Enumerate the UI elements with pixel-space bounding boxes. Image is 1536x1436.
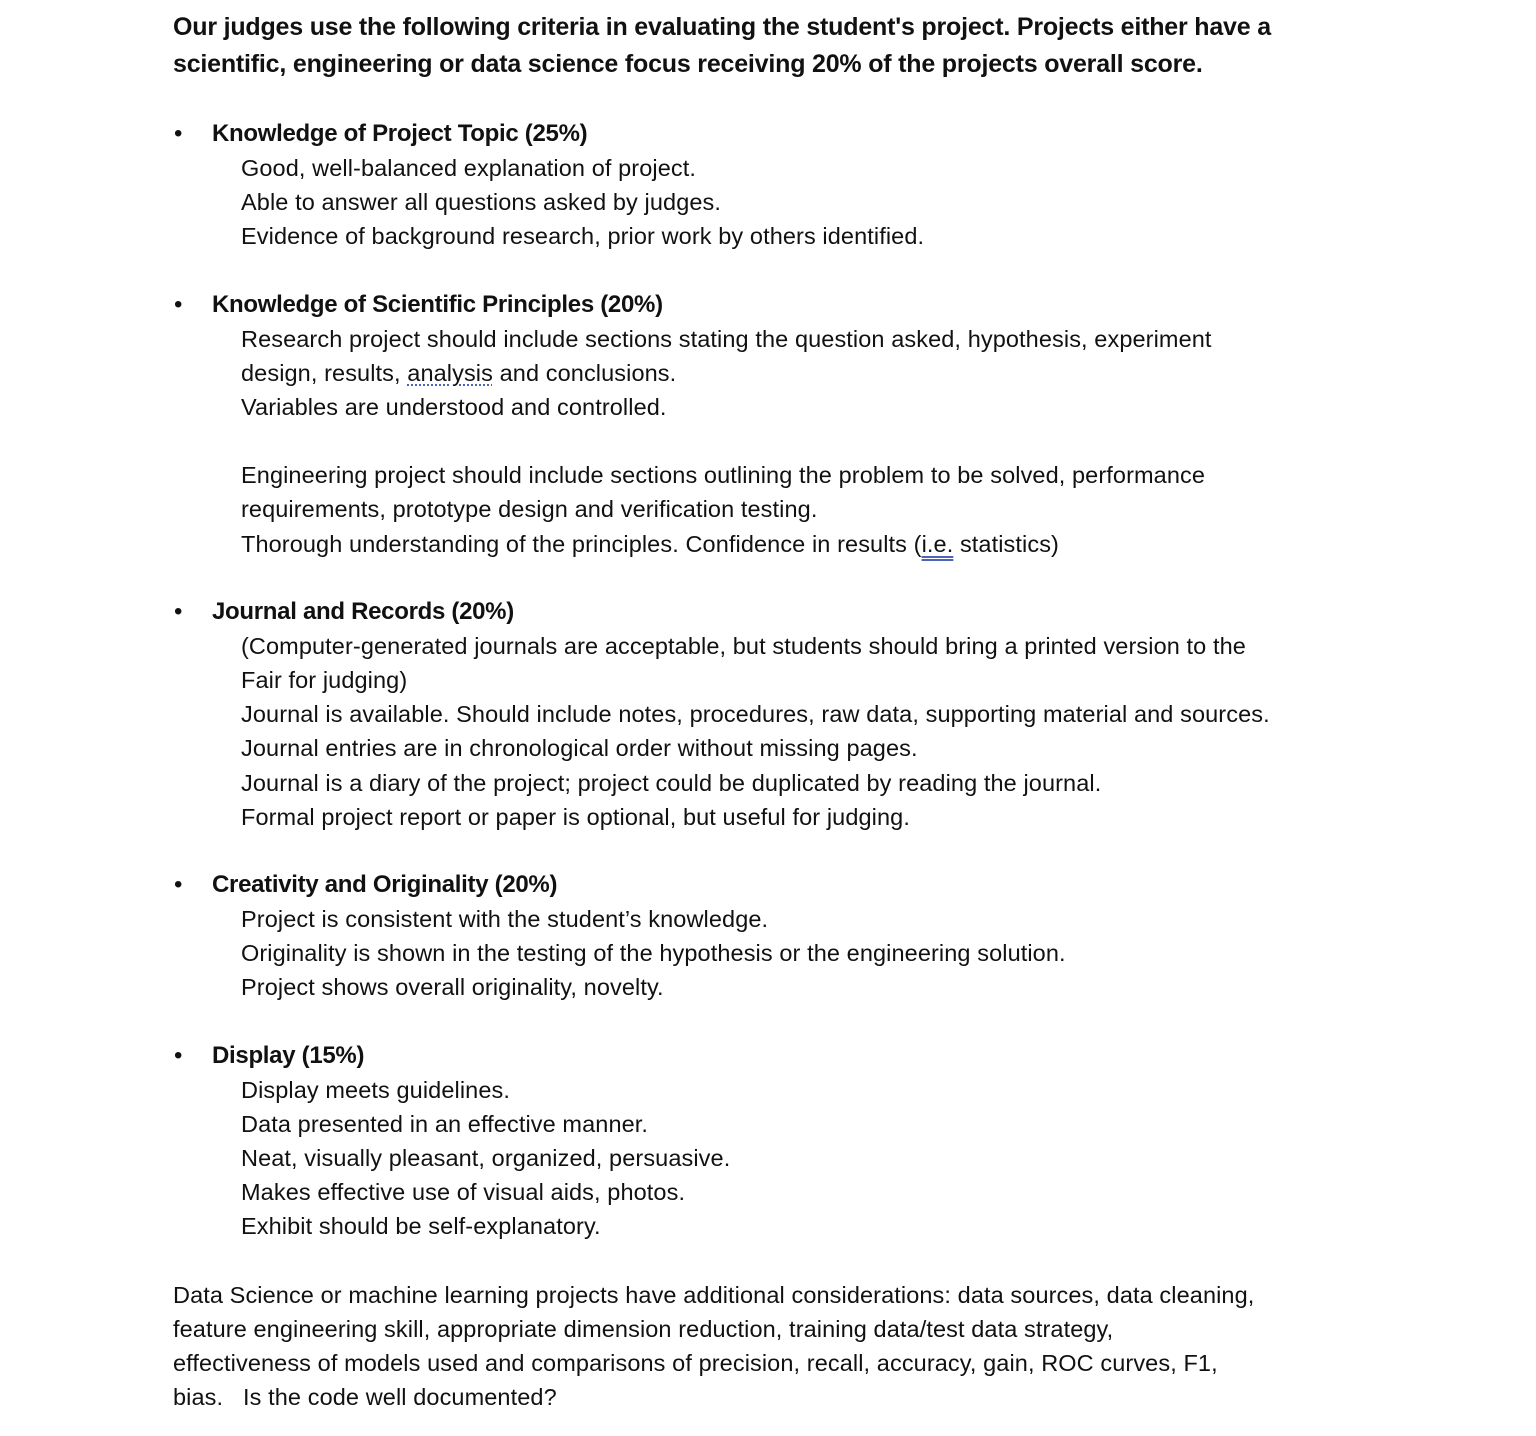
text-run: Thorough understanding of the principles. Confidence in results (	[241, 530, 922, 557]
intro-paragraph: Our judges use the following criteria in evaluating the student's project. Projects either have a scientific, engineering or data science focus receiving 20% of the projects overall score.	[173, 13, 1271, 78]
criterion-line: Journal entries are in chronological order without missing pages.	[241, 735, 918, 762]
criterion-title: Creativity and Originality (20%)	[212, 871, 558, 899]
criterion-creativity-originality	[173, 868, 1386, 1005]
criterion-line: Journal is available. Should include notes, procedures, raw data, supporting material and sources.	[241, 701, 1270, 728]
bullet-icon: •	[174, 597, 183, 625]
criteria-list	[173, 117, 1386, 1244]
criterion-body	[241, 151, 1386, 254]
criterion-line: Variables are understood and controlled.	[241, 394, 667, 421]
criterion-line: Project is consistent with the student’s knowledge.	[241, 906, 769, 933]
criterion-display	[173, 1039, 1386, 1244]
criterion-line: Good, well-balanced explanation of project.	[241, 155, 696, 181]
criterion-line: Project shows overall originality, novelty.	[241, 974, 664, 1001]
criterion-title: Journal and Records (20%)	[212, 597, 514, 625]
criterion-journal-records	[173, 595, 1386, 834]
criterion-line: Able to answer all questions asked by judges.	[241, 189, 722, 216]
bullet-icon: •	[174, 290, 183, 318]
criterion-body	[241, 902, 1386, 1005]
criterion-title: Display (15%)	[212, 1041, 365, 1069]
criterion-line: Evidence of background research, prior work by others identified.	[241, 223, 925, 250]
criterion-line: Research project should include sections stating the question asked, hypothesis, experiment	[241, 325, 1212, 352]
criterion-scientific-principles	[173, 288, 1386, 561]
bullet-icon: •	[174, 120, 183, 147]
criterion-body	[241, 629, 1386, 834]
text-run: and conclusions.	[492, 359, 677, 386]
note-line: bias. Is the code well documented?	[173, 1384, 557, 1411]
criterion-line: Journal is a diary of the project; project could be duplicated by reading the journal.	[241, 769, 1102, 796]
criterion-line: Display meets guidelines.	[241, 1076, 510, 1103]
data-science-note	[173, 1278, 1386, 1415]
note-line: feature engineering skill, appropriate dimension reduction, training data/test data strategy,	[173, 1315, 1114, 1342]
criterion-body	[241, 322, 1386, 561]
criterion-line: Fair for judging)	[241, 667, 408, 694]
note-line: effectiveness of models used and comparisons of precision, recall, accuracy, gain, ROC curves, F1,	[173, 1350, 1218, 1377]
criterion-line: (Computer-generated journals are acceptable, but students should bring a printed version to the	[241, 632, 1246, 659]
criterion-line: requirements, prototype design and verification testing.	[241, 496, 818, 523]
criterion-body	[241, 1073, 1386, 1244]
criterion-line: Data presented in an effective manner.	[241, 1110, 649, 1137]
criterion-title: Knowledge of Scientific Principles (20%)	[212, 290, 663, 318]
bullet-icon: •	[174, 871, 183, 899]
grammar-flagged-word[interactable]: analysis	[407, 359, 493, 386]
criterion-line	[241, 527, 1386, 561]
grammar-flagged-word[interactable]: i.e.	[921, 530, 954, 557]
criterion-line: Originality is shown in the testing of the hypothesis or the engineering solution.	[241, 940, 1066, 967]
criterion-title: Knowledge of Project Topic (25%)	[212, 120, 588, 147]
text-run: statistics)	[953, 530, 1059, 557]
criterion-line	[241, 356, 1386, 390]
criterion-line: Engineering project should include sections outlining the problem to be solved, performance	[241, 462, 1206, 489]
text-run: design, results,	[241, 359, 408, 386]
criterion-line: Makes effective use of visual aids, photos.	[241, 1179, 686, 1206]
criterion-project-topic	[173, 117, 1386, 254]
bullet-icon: •	[174, 1041, 183, 1069]
criterion-line: Formal project report or paper is optional, but useful for judging.	[241, 803, 910, 830]
note-line: Data Science or machine learning projects have additional considerations: data sources, data cleaning,	[173, 1281, 1255, 1308]
criterion-line: Neat, visually pleasant, organized, persuasive.	[241, 1145, 731, 1172]
paragraph-gap	[241, 424, 1386, 458]
criterion-line: Exhibit should be self-explanatory.	[241, 1213, 601, 1240]
